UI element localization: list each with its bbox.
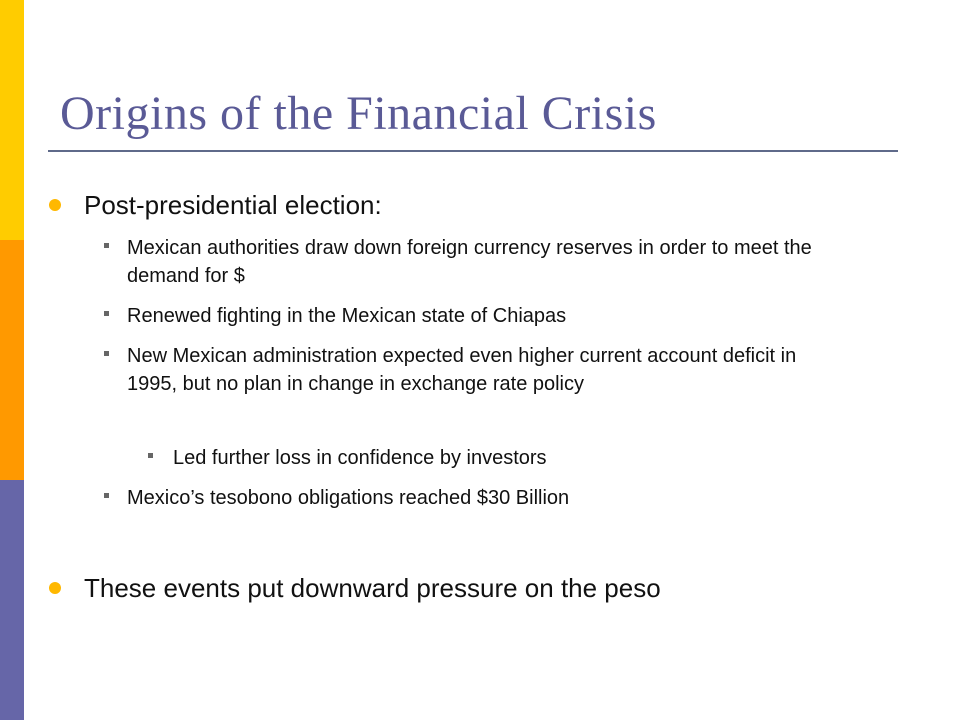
bullet-dot-icon	[49, 582, 61, 594]
sub-bullet-icon	[104, 493, 109, 498]
bullet-downward-pressure: These events put downward pressure on the peso	[84, 573, 661, 603]
decorative-sidebar	[0, 0, 24, 720]
slide-title: Origins of the Financial Crisis	[60, 87, 657, 140]
sidebar-segment-blue	[0, 480, 24, 720]
sub-sub-bullet-icon	[148, 453, 153, 458]
sidebar-segment-yellow	[0, 0, 24, 240]
title-underline	[48, 150, 898, 152]
sub-bullet-reserves: Mexican authorities draw down foreign currency reserves in order to meet the demand for $	[127, 237, 812, 287]
bullet-post-election: Post-presidential election:	[84, 190, 382, 220]
sub-bullet-icon	[104, 311, 109, 316]
sub-bullet-tesobono: Mexico’s tesobono obligations reached $30 Billion	[127, 487, 570, 509]
sub-sub-bullet-confidence: Led further loss in confidence by investors	[173, 447, 547, 469]
sidebar-segment-orange	[0, 240, 24, 480]
sub-bullet-administration: New Mexican administration expected even higher current account deficit in 1995, but no plan in change in exchange rate policy	[127, 345, 797, 395]
bullet-dot-icon	[49, 199, 61, 211]
sub-bullet-icon	[104, 351, 109, 356]
sub-bullet-icon	[104, 243, 109, 248]
sub-bullet-chiapas: Renewed fighting in the Mexican state of Chiapas	[127, 305, 567, 327]
